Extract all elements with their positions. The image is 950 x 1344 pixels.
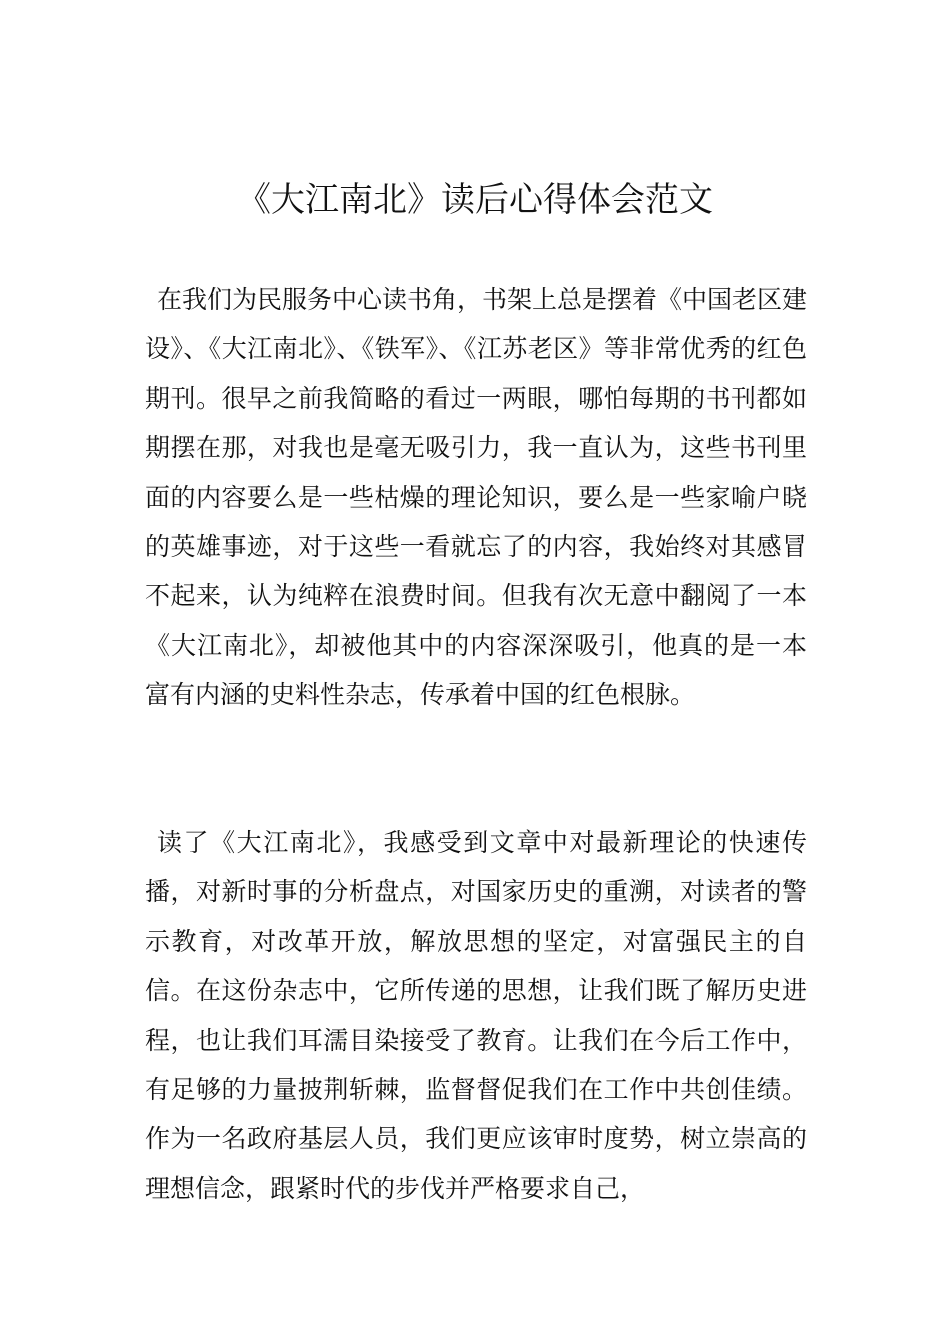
document-title: 《大江南北》读后心得体会范文: [237, 180, 713, 220]
paragraph-2: 读了《大江南北》，我感受到文章中对最新理论的快速传播，对新时事的分析盘点，对国家历史的重溯，对读者的警示教育，对改革开放，解放思想的坚定，对富强民主的自信。在这份杂志中，它所传递的思想，让我们既了解历史进程，也让我们耳濡目染接受了教育。让我们在今后工作中，有足够的力量披荆斩棘，监督督促我们在工作中共创佳绩。作为一名政府基层人员，我们更应该审时度势，树立崇高的理想信念，跟紧时代的步伐并严格要求自己，: [145, 828, 807, 1203]
paragraph-1: 在我们为民服务中心读书角，书架上总是摆着《中国老区建设》、《大江南北》、《铁军》、《江苏老区》等非常优秀的红色期刊。很早之前我简略的看过一两眼，哪怕每期的书刊都如期摆在那，对我也是毫无吸引力，我一直认为，这些书刊里面的内容要么是一些枯燥的理论知识，要么是一些家喻户晓的英雄事迹，对于这些一看就忘了的内容，我始终对其感冒不起来，认为纯粹在浪费时间。但我有次无意中翻阅了一本《大江南北》，却被他其中的内容深深吸引，他真的是一本富有内涵的史料性杂志，传承着中国的红色根脉。: [145, 285, 808, 710]
